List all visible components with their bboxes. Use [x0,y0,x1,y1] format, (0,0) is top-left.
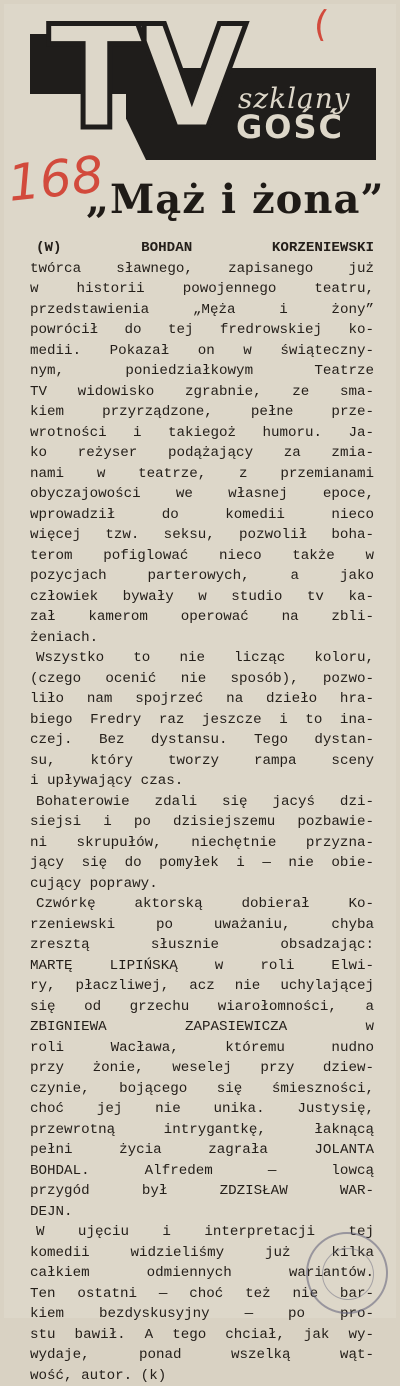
article-line: i upływający czas. [30,771,374,792]
article-line: żeniach. [30,628,374,649]
pen-annotation-page-number: 168 [5,145,106,213]
article-line: TV widowisko zgrabnie, ze sma- [30,382,374,403]
logo-szklany: szklany [238,82,351,115]
article-line: choć jej nie unika. Justysię, [30,1099,374,1120]
article-line: wprowadził do komedii nieco [30,505,374,526]
article-line: (W) BOHDAN KORZENIEWSKI [30,238,374,259]
article-line: cujący poprawy. [30,874,374,895]
article-line: człowiek bywały w studio tv ka- [30,587,374,608]
pen-annotation-mark: ( [312,3,330,45]
article-title: „Mąż i żona” [86,176,384,223]
article-line: obyczajowości we własnej epoce, [30,484,374,505]
article-line: wrotności i takiegoż humoru. Ja- [30,423,374,444]
article-line: się od grzechu wiarołomności, a [30,997,374,1018]
article-line: wydaje, ponad wszelką wąt- [30,1345,374,1366]
article-line: pełni życia zagrała JOLANTA [30,1140,374,1161]
logo-gosc: GOŚĆ [236,108,344,146]
article-line: przy żonie, weselej przy dziew- [30,1058,374,1079]
article-line: więcej tzw. seksu, pozwolił boha- [30,525,374,546]
article-line: ni skrupułów, niechętnie przyzna- [30,833,374,854]
article-line: liło nam spojrzeć na dzieło hra- [30,689,374,710]
article-line: przedstawienia „Męża i żony” [30,300,374,321]
article-line: MARTĘ LIPIŃSKĄ w roli Elwi- [30,956,374,977]
article-line: czej. Bez dystansu. Tego dystan- [30,730,374,751]
article-line: pozycjach parterowych, a jako [30,566,374,587]
article-line: (czego ocenić nie sposób), pozwo- [30,669,374,690]
article-line: Ten ostatni — choć też nie bar- [30,1284,374,1305]
article-line: stu bawił. A tego chciał, jak wy- [30,1325,374,1346]
article-line: nami w teatrze, z przemianami [30,464,374,485]
article-line: DEJN. [30,1202,374,1223]
logo-tv-letters: TV [48,8,239,150]
article-line: nym, poniedziałkowym Teatrze [30,361,374,382]
article-line: zresztą słusznie obsadzając: [30,935,374,956]
article-line: jący się do pomyłek i — nie obie- [30,853,374,874]
article-line: komedii widzieliśmy już kilka [30,1243,374,1264]
article-line: zał kamerom operować na zbli- [30,607,374,628]
article-line: całkiem odmiennych wariantów. [30,1263,374,1284]
article-body [30,238,374,1386]
article-line: przygód był ZDZISŁAW WAR- [30,1181,374,1202]
article-line: Bohaterowie zdali się jacyś dzi- [30,792,374,813]
article-line: terom pofiglować nieco także w [30,546,374,567]
article-line: su, który tworzy rampa sceny [30,751,374,772]
article-line: BOHDAL. Alfredem — lowcą [30,1161,374,1182]
article-line: rzeniewski po uważaniu, chyba [30,915,374,936]
article-line: ko reżyser podążający za zmia- [30,443,374,464]
article-line: Wszystko to nie licząc koloru, [30,648,374,669]
article-line: medii. Pokazał on w świąteczny- [30,341,374,362]
article-line: powrócił do tej fredrowskiej ko- [30,320,374,341]
museum-stamp-seal [306,1232,388,1314]
article-line: twórca sławnego, zapisanego już [30,259,374,280]
article-line: czynie, bojącego się śmieszności, [30,1079,374,1100]
article-line: kiem bezdyskusyjny — po pro- [30,1304,374,1325]
article-line: Czwórkę aktorską dobierał Ko- [30,894,374,915]
article-line: przewrotną intrygantkę, łaknącą [30,1120,374,1141]
article-line: ry, płaczliwej, acz nie uchylającej [30,976,374,997]
article-line: w historii powojennego teatru, [30,279,374,300]
article-line: wość, autor. (k) [30,1366,374,1386]
museum-stamp-inner-ring [322,1248,374,1300]
article-line: kiem przyrządzone, pełne prze- [30,402,374,423]
article-line: roli Wacława, któremu nudno [30,1038,374,1059]
article-line: W ujęciu i interpretacji tej [30,1222,374,1243]
article-line: siejsi i po dzisiejszemu pozbawie- [30,812,374,833]
article-line: ZBIGNIEWA ZAPASIEWICZA w [30,1017,374,1038]
article-line: biego Fredry raz jeszcze i to ina- [30,710,374,731]
